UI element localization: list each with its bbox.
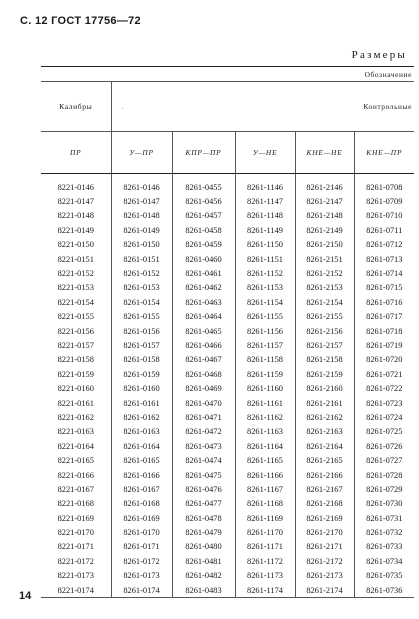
table-cell: 8261-0462 — [172, 281, 235, 295]
table-cell: 8261-0157 — [111, 338, 172, 352]
table-cell: 8261-0466 — [172, 338, 235, 352]
table-cell: 8261-1171 — [235, 540, 295, 554]
table-cell: 8261-1173 — [235, 569, 295, 583]
table-cell: 8261-1159 — [235, 367, 295, 381]
table-cell: 8261-0732 — [366, 528, 403, 538]
table-cell: 8261-0172 — [111, 554, 172, 568]
table-cell: 8261-2154 — [295, 295, 354, 309]
table-cell: 8221-0171 — [41, 540, 111, 554]
table-cell: 8261-0721 — [366, 369, 403, 379]
table-cell: 8261-2152 — [295, 266, 354, 280]
table-cell: 8261-2163 — [295, 425, 354, 439]
table-row — [41, 252, 414, 266]
table-cell: 8261-0149 — [111, 223, 172, 237]
table-cell: 8221-0149 — [41, 223, 111, 237]
table-cell: 8261-1155 — [235, 310, 295, 324]
table-cell: 8261-0461 — [172, 266, 235, 280]
table-row — [41, 511, 414, 525]
table-cell: 8261-0483 — [172, 583, 235, 598]
control-label-cell — [111, 82, 414, 132]
table-cell: 8221-0162 — [41, 410, 111, 424]
table-cell: 8221-0156 — [41, 324, 111, 338]
table-row — [41, 410, 414, 424]
table-cell: 8261-0459 — [172, 238, 235, 252]
table-row — [41, 238, 414, 252]
table-cell: 8261-2159 — [295, 367, 354, 381]
table-cell: 8221-0158 — [41, 353, 111, 367]
table-cell: 8261-2170 — [295, 525, 354, 539]
table-cell: 8261-0736 — [354, 583, 414, 598]
table-cell: 8261-0150 — [111, 238, 172, 252]
table-cell: 8261-0159 — [111, 367, 172, 381]
table-cell: 8261-0160 — [111, 381, 172, 395]
designation-label: Обозначение — [41, 67, 414, 82]
table-row — [41, 324, 414, 338]
table-row — [41, 439, 414, 453]
table-cell: 8261-0714 — [366, 269, 403, 279]
table-row — [41, 583, 414, 598]
table-cell: 8261-2158 — [295, 353, 354, 367]
table-cell: 8261-0473 — [172, 439, 235, 453]
table-cell: 8261-0481 — [172, 554, 235, 568]
table-cell: 8261-1157 — [235, 338, 295, 352]
table-cell: 8261-0734 — [366, 556, 403, 566]
table-cell: 8221-0148 — [41, 209, 111, 223]
table-cell: 8261-1150 — [235, 238, 295, 252]
table-row — [41, 540, 414, 554]
column-header: У—НЕ — [235, 132, 295, 174]
table-cell: 8261-0471 — [172, 410, 235, 424]
table-cell: 8261-0717 — [366, 312, 403, 322]
table-cell: 8261-1154 — [235, 295, 295, 309]
table-cell: 8221-0169 — [41, 511, 111, 525]
table-cell: 8221-0147 — [41, 194, 111, 208]
table-cell: 8261-0716 — [366, 297, 403, 307]
table-cell: 8261-1174 — [235, 583, 295, 598]
table-row — [41, 180, 414, 194]
column-header: У—ПР — [111, 132, 172, 174]
table-cell: 8261-0718 — [366, 326, 403, 336]
table-cell: 8261-0476 — [172, 482, 235, 496]
table-cell: 8261-1165 — [235, 453, 295, 467]
column-header: КПР—ПР — [172, 132, 235, 174]
table-row — [41, 310, 414, 324]
table-row — [41, 554, 414, 568]
table-row — [41, 381, 414, 395]
table-cell: 8261-0469 — [172, 381, 235, 395]
table-cell: 8221-0146 — [41, 180, 111, 194]
group-header-row — [41, 82, 414, 132]
table-cell: 8261-1149 — [235, 223, 295, 237]
table-cell: 8261-2173 — [295, 569, 354, 583]
table-cell: 8261-0463 — [172, 295, 235, 309]
table-cell: 8261-2155 — [295, 310, 354, 324]
table-cell: 8261-1161 — [235, 396, 295, 410]
table-cell: 8221-0153 — [41, 281, 111, 295]
table-cell: 8261-0152 — [111, 266, 172, 280]
table-row — [41, 295, 414, 309]
table-row — [41, 281, 414, 295]
table-cell: 8221-0166 — [41, 468, 111, 482]
table-row — [41, 525, 414, 539]
table-cell: 8261-0464 — [172, 310, 235, 324]
table-cell: 8221-0173 — [41, 569, 111, 583]
table-cell: 8261-0163 — [111, 425, 172, 439]
table-cell: 8261-0477 — [172, 497, 235, 511]
table-cell: 8261-1172 — [235, 554, 295, 568]
table-cell: 8261-2174 — [295, 583, 354, 598]
calibers-label: Калибры — [41, 82, 111, 132]
table-row — [41, 569, 414, 583]
table-cell: 8261-1164 — [235, 439, 295, 453]
table-cell: 8261-0154 — [111, 295, 172, 309]
table-cell: 8261-1153 — [235, 281, 295, 295]
table-cell: 8261-1168 — [235, 497, 295, 511]
table-cell: 8261-2157 — [295, 338, 354, 352]
table-cell: 8261-2156 — [295, 324, 354, 338]
table-cell: 8261-0147 — [111, 194, 172, 208]
table-cell: 8261-0727 — [366, 456, 403, 466]
table-cell: 8221-0170 — [41, 525, 111, 539]
table-cell: 8261-1169 — [235, 511, 295, 525]
table-cell: 8261-0457 — [172, 209, 235, 223]
table-cell: 8221-0161 — [41, 396, 111, 410]
table-cell: 8221-0157 — [41, 338, 111, 352]
column-header-row — [41, 132, 414, 174]
tick-mark: . — [121, 102, 124, 111]
table-cell: 8221-0164 — [41, 439, 111, 453]
table-cell: 8261-0725 — [366, 427, 403, 437]
table-row — [41, 223, 414, 237]
table-cell: 8261-0710 — [366, 211, 403, 221]
column-header: ПР — [41, 132, 111, 174]
table-cell: 8221-0167 — [41, 482, 111, 496]
table-cell: 8261-0173 — [111, 569, 172, 583]
table-cell: 8261-1162 — [235, 410, 295, 424]
table-cell: 8221-0155 — [41, 310, 111, 324]
table-cell: 8261-1170 — [235, 525, 295, 539]
table-cell: 8261-0480 — [172, 540, 235, 554]
table-cell: 8261-0478 — [172, 511, 235, 525]
section-title: Размеры — [351, 49, 407, 61]
table-cell: 8261-2150 — [295, 238, 354, 252]
table-cell: 8261-0468 — [172, 367, 235, 381]
table-cell: 8261-1152 — [235, 266, 295, 280]
table-cell: 8261-0470 — [172, 396, 235, 410]
table-row — [41, 425, 414, 439]
table-cell: 8261-2166 — [295, 468, 354, 482]
table-cell: 8261-0720 — [366, 355, 403, 365]
table-cell: 8261-0155 — [111, 310, 172, 324]
page-number: 14 — [19, 590, 32, 602]
table-row — [41, 396, 414, 410]
table-cell: 8221-0168 — [41, 497, 111, 511]
gauge-table — [41, 66, 414, 598]
table-cell: 8261-0166 — [111, 468, 172, 482]
table-cell: 8221-0152 — [41, 266, 111, 280]
table-cell: 8261-0715 — [366, 283, 403, 293]
table-cell: 8261-0164 — [111, 439, 172, 453]
table-cell: 8261-0146 — [111, 180, 172, 194]
table-cell: 8261-0455 — [172, 180, 235, 194]
table-cell: 8261-0169 — [111, 511, 172, 525]
column-header: КНЕ—НЕ — [295, 132, 354, 174]
table-cell: 8261-1166 — [235, 468, 295, 482]
table-cell: 8261-0467 — [172, 353, 235, 367]
table-cell: 8221-0160 — [41, 381, 111, 395]
table-cell: 8261-0472 — [172, 425, 235, 439]
table-cell: 8261-2148 — [295, 209, 354, 223]
table-cell: 8261-0712 — [366, 240, 403, 250]
table-cell: 8261-1160 — [235, 381, 295, 395]
table-cell: 8261-0171 — [111, 540, 172, 554]
table-row — [41, 266, 414, 280]
table-cell: 8261-0709 — [366, 197, 403, 207]
designation-header-row — [41, 67, 414, 82]
table-cell: 8261-1156 — [235, 324, 295, 338]
table-cell: 8261-2147 — [295, 194, 354, 208]
table-cell: 8221-0163 — [41, 425, 111, 439]
table-cell: 8261-0482 — [172, 569, 235, 583]
table-row — [41, 482, 414, 496]
table-cell: 8261-0479 — [172, 525, 235, 539]
table-cell: 8261-0728 — [366, 470, 403, 480]
table-cell: 8261-2151 — [295, 252, 354, 266]
table-cell: 8261-0156 — [111, 324, 172, 338]
table-cell: 8261-2153 — [295, 281, 354, 295]
table-cell: 8261-0460 — [172, 252, 235, 266]
table-cell: 8221-0172 — [41, 554, 111, 568]
table-cell: 8261-0168 — [111, 497, 172, 511]
table-cell: 8261-2149 — [295, 223, 354, 237]
table-cell: 8261-0730 — [366, 499, 403, 509]
table-cell: 8261-0153 — [111, 281, 172, 295]
table-cell: 8261-0475 — [172, 468, 235, 482]
table-row — [41, 194, 414, 208]
table-row — [41, 209, 414, 223]
table-cell: 8261-2160 — [295, 381, 354, 395]
table-cell: 8261-0719 — [366, 340, 403, 350]
table-row — [41, 453, 414, 467]
table-body — [41, 180, 414, 598]
table-cell: 8261-2167 — [295, 482, 354, 496]
table-cell: 8261-0724 — [366, 412, 403, 422]
table-cell: 8261-2164 — [295, 439, 354, 453]
table-cell: 8261-0465 — [172, 324, 235, 338]
table-cell: 8261-1146 — [235, 180, 295, 194]
table-cell: 8261-0735 — [366, 571, 403, 581]
column-header: КНЕ—ПР — [354, 132, 414, 174]
table-cell: 8261-0174 — [111, 583, 172, 598]
table-cell: 8261-2162 — [295, 410, 354, 424]
table-cell: 8261-0151 — [111, 252, 172, 266]
table-cell: 8221-0165 — [41, 453, 111, 467]
table-cell: 8261-0158 — [111, 353, 172, 367]
table-cell: 8261-1148 — [235, 209, 295, 223]
table-cell: 8261-0726 — [366, 441, 403, 451]
table-cell: 8221-0150 — [41, 238, 111, 252]
table-cell: 8261-0165 — [111, 453, 172, 467]
table-row — [41, 338, 414, 352]
table-cell: 8261-2169 — [295, 511, 354, 525]
table-cell: 8261-2161 — [295, 396, 354, 410]
table-cell: 8261-0167 — [111, 482, 172, 496]
table-cell: 8221-0151 — [41, 252, 111, 266]
table-cell: 8261-0162 — [111, 410, 172, 424]
table-cell: 8261-0456 — [172, 194, 235, 208]
table-row — [41, 497, 414, 511]
table-row — [41, 367, 414, 381]
control-label: Контрольные — [363, 102, 413, 111]
table-row — [41, 353, 414, 367]
table-cell: 8261-0170 — [111, 525, 172, 539]
table-cell: 8261-0731 — [366, 513, 403, 523]
table-cell: 8261-0722 — [366, 384, 403, 394]
table-cell: 8261-1147 — [235, 194, 295, 208]
table-cell: 8261-2168 — [295, 497, 354, 511]
table-cell: 8261-1167 — [235, 482, 295, 496]
table-cell: 8261-0711 — [366, 225, 403, 235]
table-cell: 8261-0733 — [366, 542, 403, 552]
table-cell: 8261-0723 — [366, 398, 403, 408]
table-cell: 8221-0159 — [41, 367, 111, 381]
table-cell: 8261-0708 — [366, 182, 403, 192]
table-cell: 8261-0713 — [366, 254, 403, 264]
table-cell: 8261-2146 — [295, 180, 354, 194]
table-row — [41, 468, 414, 482]
table-cell: 8261-1151 — [235, 252, 295, 266]
table-cell: 8261-0148 — [111, 209, 172, 223]
table-cell: 8261-1163 — [235, 425, 295, 439]
table-cell: 8261-1158 — [235, 353, 295, 367]
page-header: С. 12 ГОСТ 17756—72 — [20, 15, 141, 27]
table-cell: 8221-0154 — [41, 295, 111, 309]
table-cell: 8261-0161 — [111, 396, 172, 410]
table-cell: 8221-0174 — [41, 583, 111, 598]
table-cell: 8261-0729 — [366, 484, 403, 494]
table-cell: 8261-0458 — [172, 223, 235, 237]
table-cell: 8261-2171 — [295, 540, 354, 554]
table-cell: 8261-2172 — [295, 554, 354, 568]
table-cell: 8261-0474 — [172, 453, 235, 467]
table-cell: 8261-2165 — [295, 453, 354, 467]
